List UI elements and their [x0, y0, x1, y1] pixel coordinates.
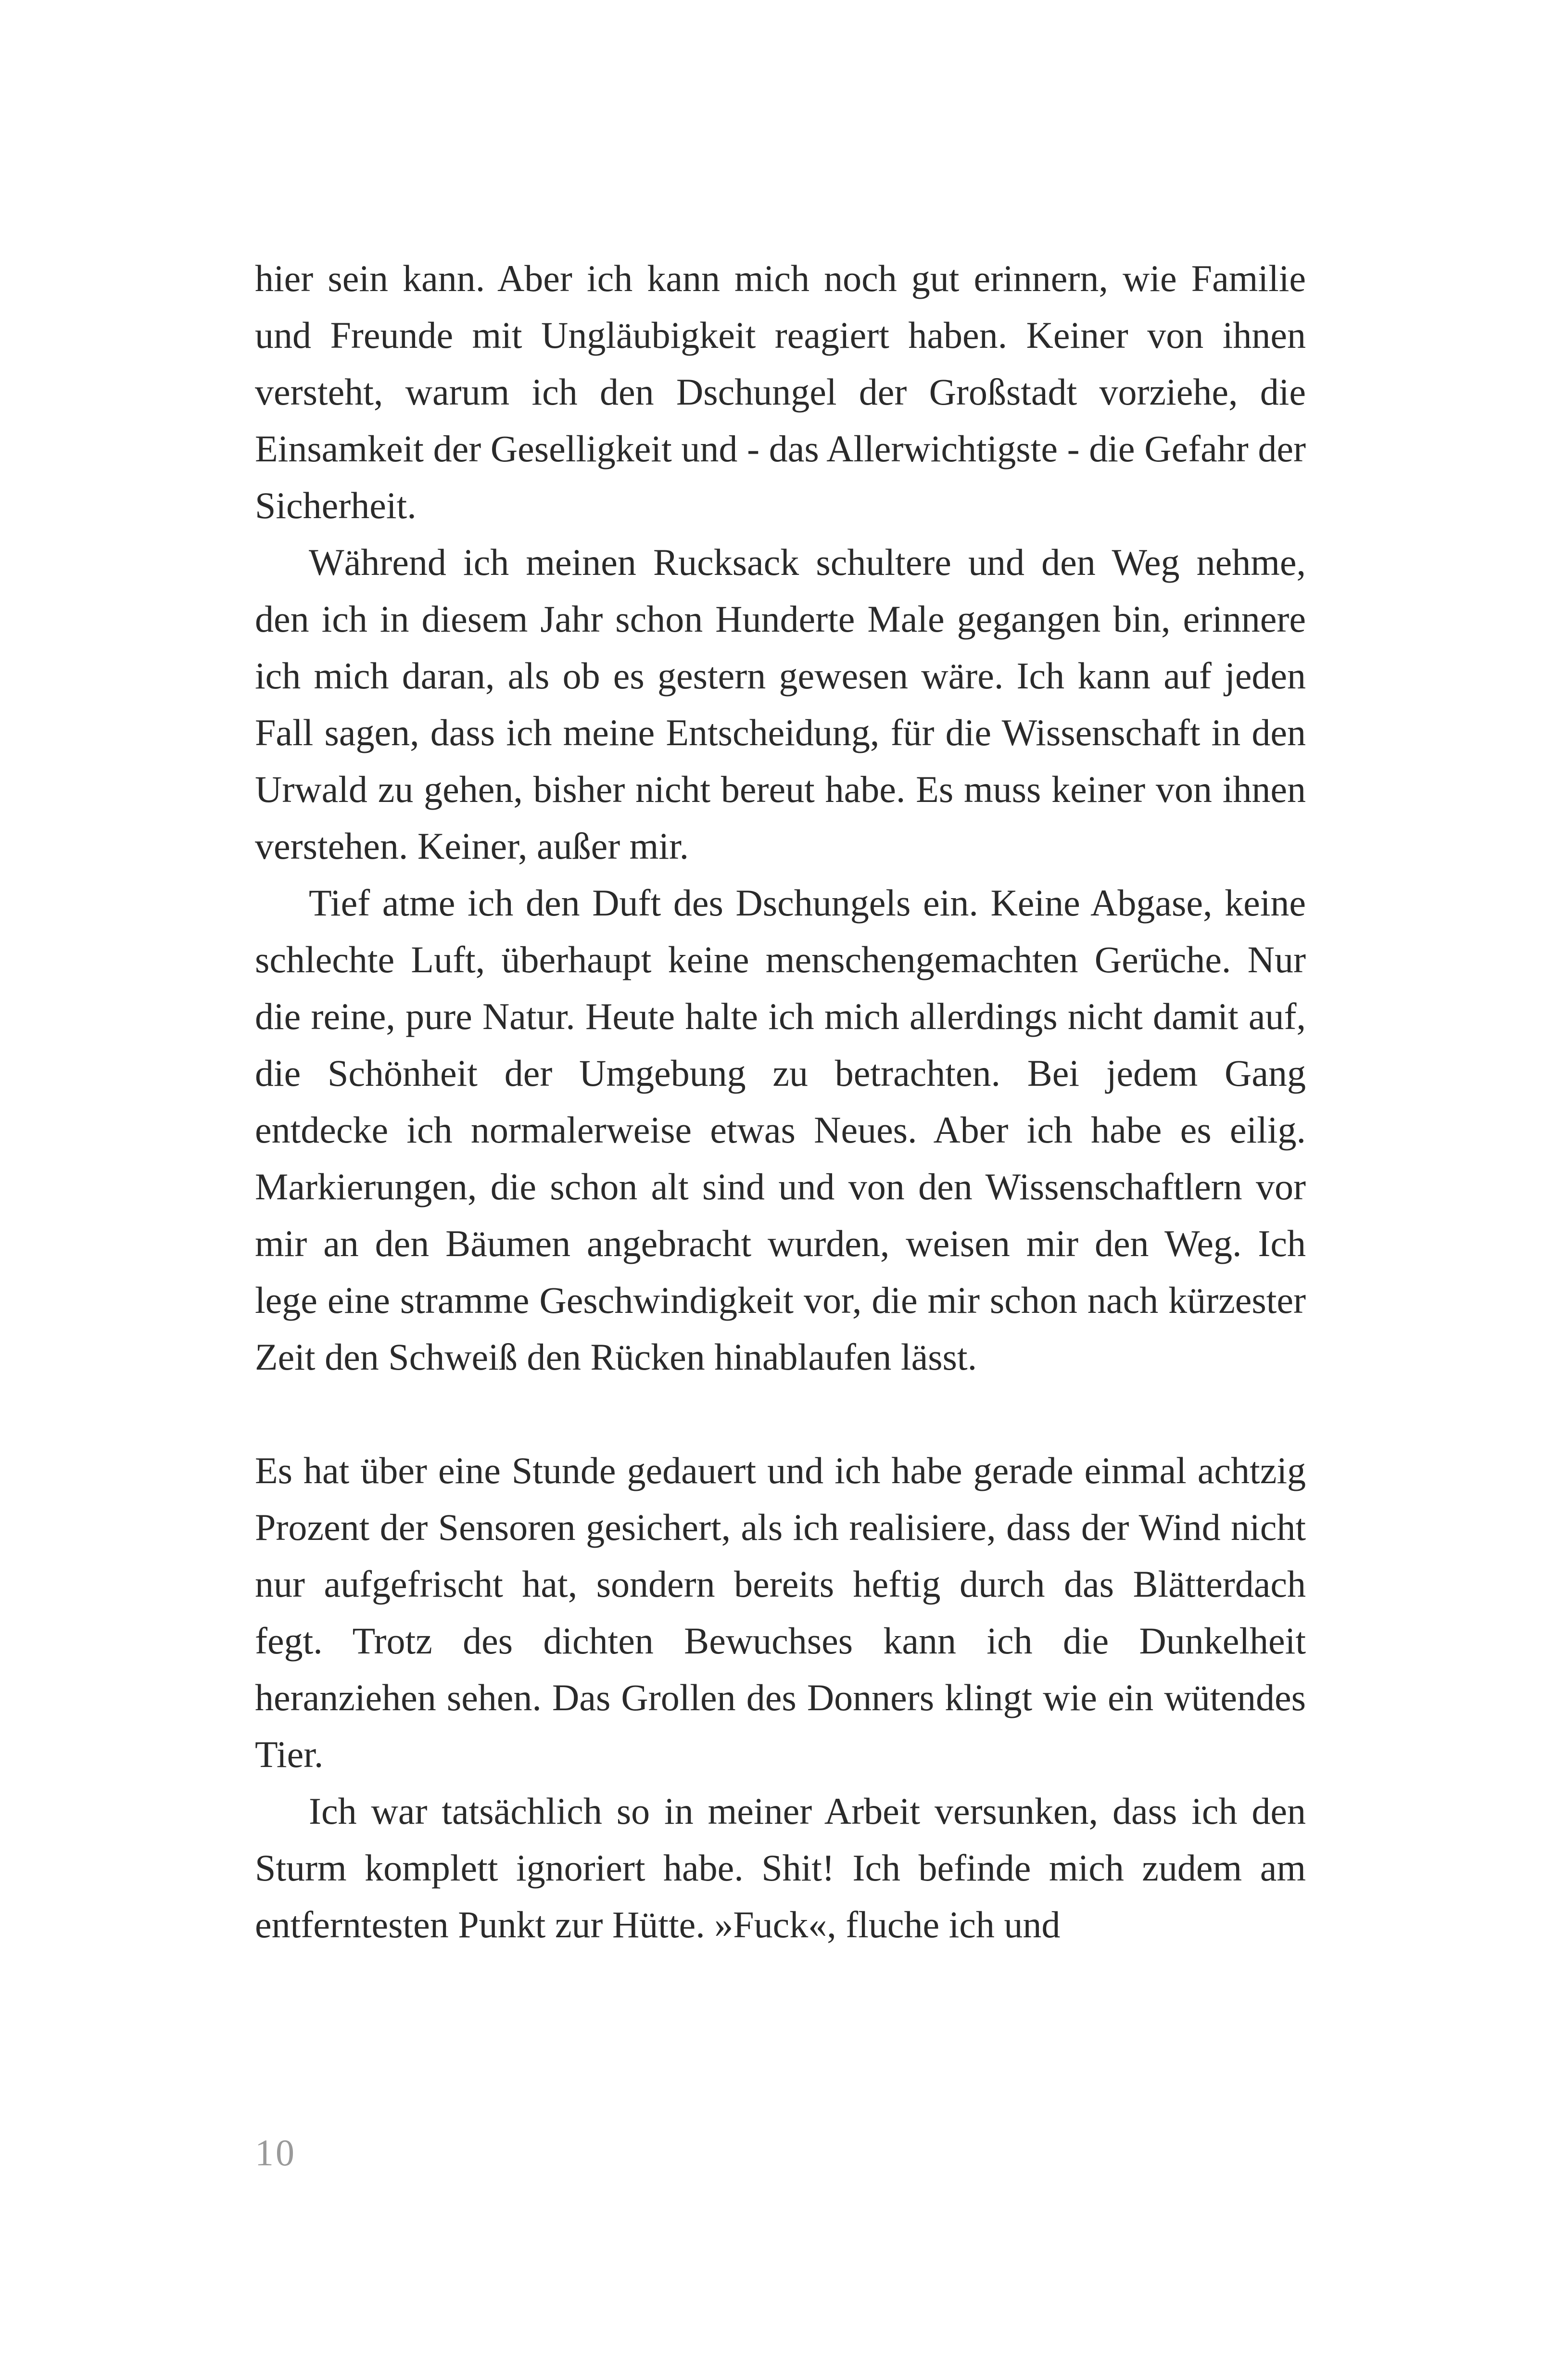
page-number: 10	[255, 2132, 296, 2173]
paragraph-5: Ich war tatsächlich so in meiner Arbeit versunken, dass ich den Sturm komplett ignoriert habe. Shit! Ich befinde mich zudem am entferntesten Punkt zur Hütte. »Fuck«, fluche ich und	[255, 1790, 1306, 1945]
paragraph-3: Tief atme ich den Duft des Dschungels ein. Keine Abgase, keine schlechte Luft, überhaupt keine menschengemachten Gerüche. Nur die reine, pure Natur. Heute halte ich mich allerdings nicht damit auf, die Schönheit der Umgebung zu betrachten. Bei jedem Gang entdecke ich normalerweise etwas Neues. Aber ich habe es eilig. Markierungen, die schon alt sind und von den Wissenschaftlern vor mir an den Bäumen angebracht wurden, weisen mir den Weg. Ich lege eine stramme Geschwindigkeit vor, die mir schon nach kürzester Zeit den Schweiß den Rücken hinablaufen lässt.	[255, 882, 1306, 1378]
body-text	[255, 250, 1306, 1953]
paragraph-2: Während ich meinen Rucksack schultere und den Weg nehme, den ich in diesem Jahr schon Hunderte Male gegangen bin, erinnere ich mich daran, als ob es gestern gewesen wäre. Ich kann auf jeden Fall sagen, dass ich meine Entscheidung, für die Wissenschaft in den Urwald zu gehen, bisher nicht bereut habe. Es muss keiner von ihnen verstehen. Keiner, außer mir.	[255, 541, 1306, 867]
paragraph-4: Es hat über eine Stunde gedauert und ich habe gerade einmal achtzig Prozent der Sensoren gesichert, als ich realisiere, dass der Wind nicht nur aufgefrischt hat, sondern bereits heftig durch das Blätterdach fegt. Trotz des dichten Bewuchses kann ich die Dunkelheit heranziehen sehen. Das Grollen des Donners klingt wie ein wütendes Tier.	[255, 1449, 1306, 1775]
paragraph-1: hier sein kann. Aber ich kann mich noch gut erinnern, wie Familie und Freunde mit Ungläubigkeit reagiert haben. Keiner von ihnen versteht, warum ich den Dschungel der Großstadt vorziehe, die Einsamkeit der Geselligkeit und - das Allerwichtigste - die Gefahr der Sicherheit.	[255, 257, 1306, 526]
